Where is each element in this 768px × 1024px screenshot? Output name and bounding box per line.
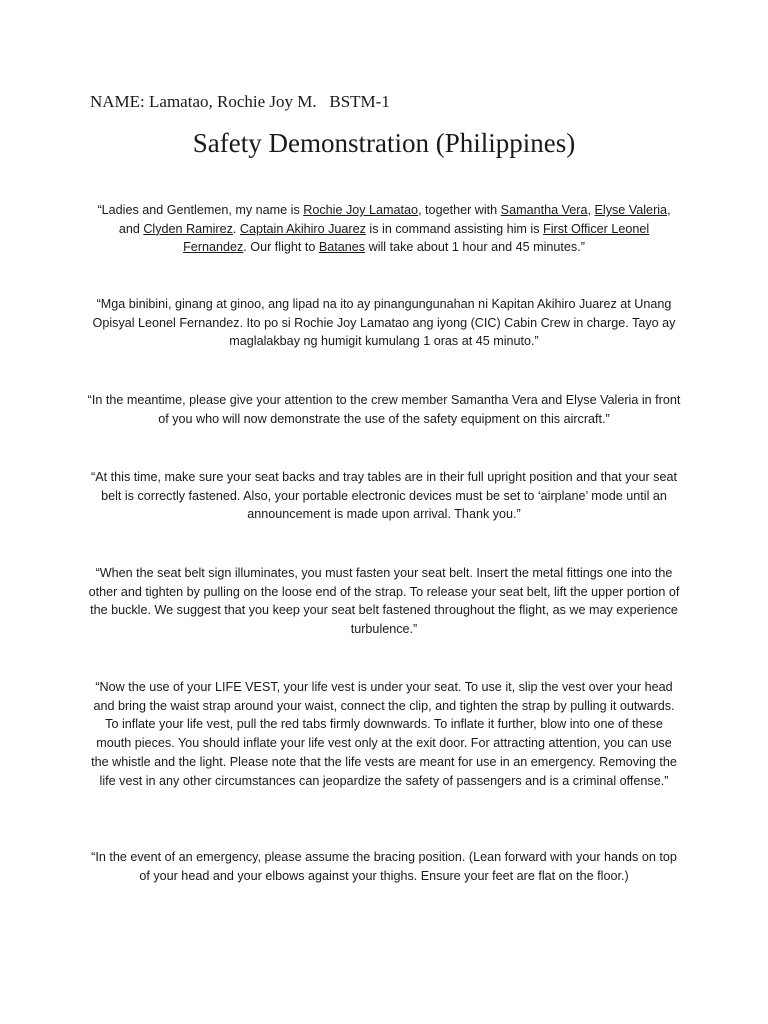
crew-name-clyden: Clyden Ramirez [143,221,233,236]
first-officer-name: First Officer Leonel Fernandez [183,221,650,255]
intro-text-6: is in command assisting him is [365,221,544,236]
name-line: NAME: Lamatao, Rochie Joy M. BSTM-1 [90,92,390,111]
filipino-paragraph: “Mga binibini, ginang at ginoo, ang lipad na ito ay pinangungunahan ni Kapitan Akihiro Juarez at Unang Opisyal Leonel Fernandez. Ito po si Rochie Joy Lamatao ang iyong (CIC) Cabin Crew in charge. Tayo ay maglalakbay ng humigit kumulang 1 oras at 45 minuto.” [92,297,676,349]
intro-text-2: , together with [418,203,501,217]
intro-text-3: , [587,203,595,217]
intro-paragraph [86,201,682,257]
seatbelt-paragraph: “When the seat belt sign illuminates, you must fasten your seat belt. Insert the metal fittings one into the other and tighten by pulling on the loose end of the strap. To release your seat belt, lift the upper portion of the buckle. We suggest that you keep your seat belt fastened throughout the flight, as we may experience turbulence.” [88,566,680,637]
crew-name-elyse: Elyse Valeria [594,203,668,217]
intro-text-1: “Ladies and Gentlemen, my name is [97,203,304,217]
crew-name-rochie: Rochie Joy Lamatao [303,203,419,217]
bracing-paragraph: “In the event of an emergency, please assume the bracing position. (Lean forward with your hands on top of your head and your elbows against your thighs. Ensure your feet are flat on the floor.) [91,850,677,883]
intro-text-7: . Our flight to [243,240,319,255]
crew-name-samantha: Samantha Vera [500,203,588,217]
intro-text-4: , and [118,203,671,236]
captain-name: Captain Akihiro Juarez [239,221,366,236]
attention-paragraph: “In the meantime, please give your attention to the crew member Samantha Vera and Elyse Valeria in front of you who will now demonstrate the use of the safety equipment on this aircraft.” [87,393,681,426]
intro-text-8: will take about 1 hour and 45 minutes.” [365,240,585,255]
intro-text-5: . [232,221,240,236]
page-title: Safety Demonstration (Philippines) [192,128,576,158]
destination-name: Batanes [318,240,366,255]
seatbacks-paragraph: “At this time, make sure your seat backs and tray tables are in their full upright position and that your seat belt is correctly fastened. Also, your portable electronic devices must be set to ‘airplane’ mode until an announcement is made upon arrival. Thank you.” [91,470,677,522]
lifevest-paragraph: “Now the use of your LIFE VEST, your life vest is under your seat. To use it, slip the vest over your head and bring the waist strap around your waist, connect the clip, and tighten the strap by pulling it outwards. To inflate your life vest, pull the red tabs firmly downwards. To inflate it further, blow into one of these mouth pieces. You should inflate your life vest only at the exit door. For attracting attention, you can use the whistle and the light. Please note that the life vests are meant for use in an emergency. Removing the life vest in any other circumstances can jeopardize the safety of passengers and is a criminal offense.” [91,680,677,788]
